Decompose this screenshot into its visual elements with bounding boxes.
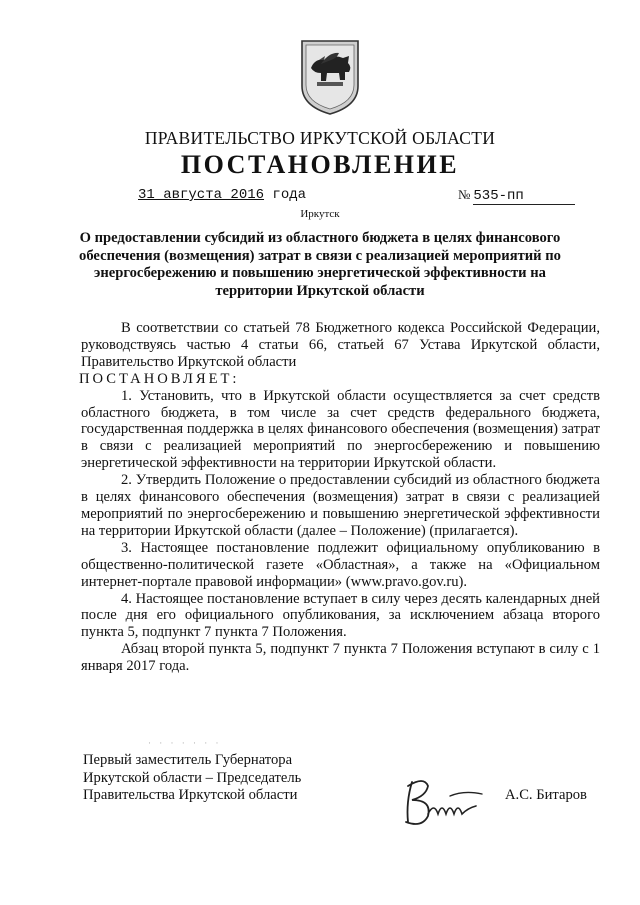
date-suffix: года [264, 187, 307, 203]
number-value: 535-пп [473, 189, 575, 205]
irkutsk-coat-of-arms-icon [299, 38, 361, 116]
document-number [458, 187, 575, 205]
signer-position [83, 752, 301, 805]
item-5: Абзац второй пункта 5, подпункт 7 пункта 7 Положения вступают в силу с 1 января 2017 года. [81, 641, 600, 675]
document-type: ПОСТАНОВЛЕНИЕ [180, 150, 460, 179]
position-line-2: Иркутской области – Председатель [83, 769, 302, 786]
number-sign: № [458, 187, 471, 202]
item-1: 1. Установить, что в Иркутской области осуществляется за счет средств областного бюджета, в том числе за счет средств федерального бюджета, государственная поддержка в целях финансового обеспечения (возмещения) затрат в связи с реализацией мероприятий по энергосбережению и повышению энергетической эффективности на территории Иркутской области. [81, 387, 600, 472]
position-line-3: Правительства Иркутской области [83, 787, 298, 804]
faint-dots: · · · · · · · [148, 738, 222, 748]
document-heading: О предоставлении субсидий из областного бюджета в целях финансового обеспечения (возмещения) затрат в связи с реализацией мероприятий по энергосбережению и повышению энергетической эффективности на территории Иркутской области [79, 230, 561, 299]
handwritten-signature-icon [398, 772, 494, 830]
item-2: 2. Утвердить Положение о предоставлении субсидий из областного бюджета в целях финансового обеспечения (возмещения) затрат в связи с реализацией мероприятий по энергосбережению и повышению энергетической эффективности на территории Иркутской области (далее – Положение) (прилагается). [81, 472, 600, 539]
signer-name: А.С. Битаров [505, 787, 587, 803]
date-value: 31 августа 2016 [138, 187, 265, 203]
preamble: В соответствии со статьей 78 Бюджетного кодекса Российской Федерации, руководствуясь частью 4 статьи 66, статьей 67 Устава Иркутской области, Правительство Иркутской области [81, 320, 600, 370]
document-date [138, 187, 306, 203]
resolves-word: ПОСТАНОВЛЯЕТ: [79, 370, 240, 387]
city: Иркутск [300, 208, 340, 220]
document-body [81, 320, 600, 675]
position-line-1: Первый заместитель Губернатора [83, 752, 293, 768]
government-name: ПРАВИТЕЛЬСТВО ИРКУТСКОЙ ОБЛАСТИ [144, 128, 496, 148]
item-3: 3. Настоящее постановление подлежит официальному опубликованию в общественно-политической газете «Областная», а также на «Официальном интернет-портале правовой информации» (www.pravo.gov.ru). [81, 539, 600, 590]
item-4: 4. Настоящее постановление вступает в силу через десять календарных дней после дня его официального опубликования, за исключением абзаца второго пункта 5, подпункт 7 пункта 7 Положения. [81, 590, 600, 641]
